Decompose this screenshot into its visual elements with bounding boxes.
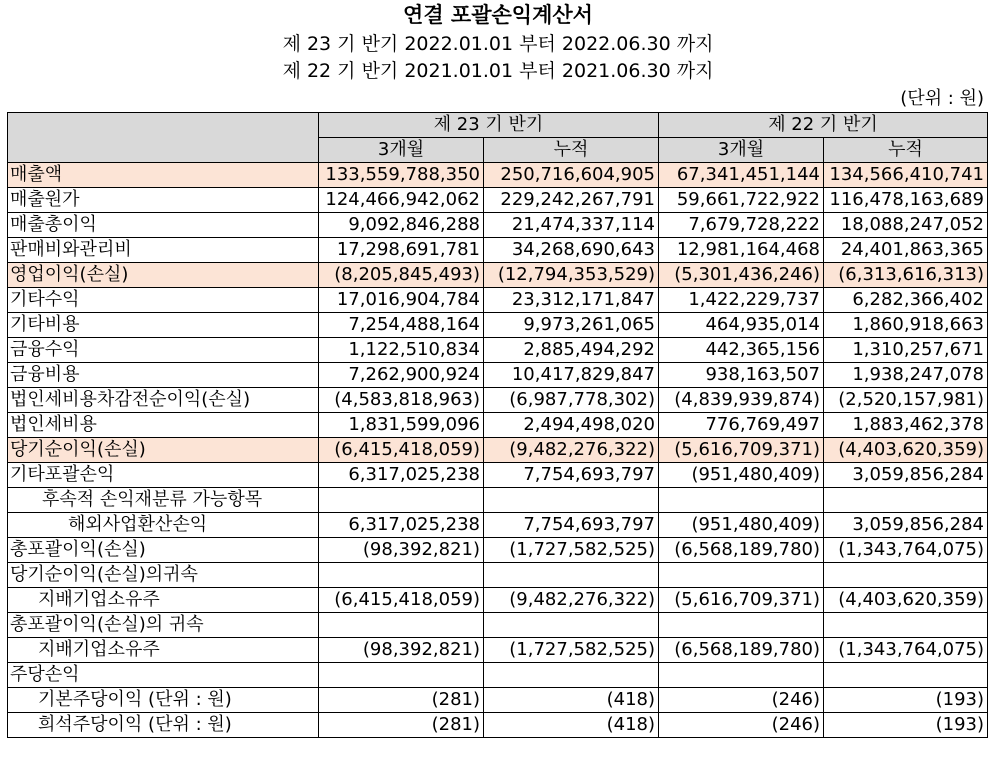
current-period-range: 제 23 기 반기 2022.01.01 부터 2022.06.30 까지	[282, 33, 714, 55]
row-label: 판매비와관리비	[8, 238, 319, 263]
cell-value: (4,583,818,963)	[319, 388, 484, 413]
table-row	[8, 513, 988, 538]
cell-value: (193)	[824, 713, 988, 738]
table-row	[8, 588, 988, 613]
cell-value: 7,754,693,797	[484, 463, 659, 488]
cell-value: 6,317,025,238	[319, 513, 484, 538]
table-row	[8, 713, 988, 738]
cell-value: (1,343,764,075)	[824, 638, 988, 663]
cell-value: (9,482,276,322)	[484, 438, 659, 463]
cell-value: 776,769,497	[659, 413, 824, 438]
header-current-period: 제 23 기 반기	[319, 113, 659, 138]
cell-value: 229,242,267,791	[484, 188, 659, 213]
cell-value: (1,727,582,525)	[484, 638, 659, 663]
cell-value	[659, 563, 824, 588]
cell-value	[319, 488, 484, 513]
cell-value: 1,938,247,078	[824, 363, 988, 388]
table-row	[8, 463, 988, 488]
header-prior-3month: 3개월	[659, 138, 824, 163]
row-label: 당기순이익(손실)의귀속	[8, 563, 319, 588]
cell-value: 1,122,510,834	[319, 338, 484, 363]
cell-value: 24,401,863,365	[824, 238, 988, 263]
cell-value	[824, 488, 988, 513]
row-label: 기타포괄손익	[8, 463, 319, 488]
income-statement-table	[7, 112, 988, 738]
cell-value: (418)	[484, 713, 659, 738]
table-row	[8, 313, 988, 338]
prior-period-range: 제 22 기 반기 2021.01.01 부터 2021.06.30 까지	[282, 60, 714, 82]
cell-value: (6,415,418,059)	[319, 588, 484, 613]
cell-value: 1,831,599,096	[319, 413, 484, 438]
cell-value	[659, 613, 824, 638]
table-row	[8, 188, 988, 213]
cell-value: 3,059,856,284	[824, 463, 988, 488]
row-label: 지배기업소유주	[8, 588, 319, 613]
header-corner	[8, 113, 319, 163]
cell-value: (6,568,189,780)	[659, 638, 824, 663]
row-label: 매출액	[8, 163, 319, 188]
header-row-periods	[8, 113, 988, 138]
row-label: 지배기업소유주	[8, 638, 319, 663]
cell-value: (8,205,845,493)	[319, 263, 484, 288]
cell-value: (6,987,778,302)	[484, 388, 659, 413]
cell-value: 134,566,410,741	[824, 163, 988, 188]
cell-value	[824, 613, 988, 638]
cell-value: (9,482,276,322)	[484, 588, 659, 613]
cell-value	[824, 663, 988, 688]
cell-value: (951,480,409)	[659, 463, 824, 488]
table-row	[8, 538, 988, 563]
cell-value: 7,754,693,797	[484, 513, 659, 538]
cell-value: (98,392,821)	[319, 538, 484, 563]
cell-value: (2,520,157,981)	[824, 388, 988, 413]
table-row	[8, 388, 988, 413]
cell-value: 6,317,025,238	[319, 463, 484, 488]
row-label: 기본주당이익 (단위 : 원)	[8, 688, 319, 713]
cell-value: (4,403,620,359)	[824, 588, 988, 613]
row-label: 금융비용	[8, 363, 319, 388]
table-row	[8, 688, 988, 713]
cell-value	[319, 613, 484, 638]
cell-value: 116,478,163,689	[824, 188, 988, 213]
row-label: 당기순이익(손실)	[8, 438, 319, 463]
cell-value: 17,016,904,784	[319, 288, 484, 313]
row-label: 법인세비용	[8, 413, 319, 438]
cell-value: (12,794,353,529)	[484, 263, 659, 288]
table-row	[8, 288, 988, 313]
cell-value: 124,466,942,062	[319, 188, 484, 213]
row-label: 매출총이익	[8, 213, 319, 238]
row-label: 총포괄이익(손실)	[8, 538, 319, 563]
cell-value: 250,716,604,905	[484, 163, 659, 188]
cell-value	[484, 488, 659, 513]
header-current-cumulative: 누적	[484, 138, 659, 163]
cell-value: 2,885,494,292	[484, 338, 659, 363]
table-row	[8, 663, 988, 688]
cell-value: 23,312,171,847	[484, 288, 659, 313]
header-prior-cumulative: 누적	[824, 138, 988, 163]
row-label: 총포괄이익(손실)의 귀속	[8, 613, 319, 638]
row-label: 기타수익	[8, 288, 319, 313]
cell-value: 34,268,690,643	[484, 238, 659, 263]
cell-value: 133,559,788,350	[319, 163, 484, 188]
row-label: 주당손익	[8, 663, 319, 688]
cell-value: 442,365,156	[659, 338, 824, 363]
table-row	[8, 488, 988, 513]
table-row	[8, 213, 988, 238]
cell-value: (6,568,189,780)	[659, 538, 824, 563]
cell-value: 1,422,229,737	[659, 288, 824, 313]
cell-value: 21,474,337,114	[484, 213, 659, 238]
cell-value: 1,883,462,378	[824, 413, 988, 438]
table-row	[8, 163, 988, 188]
cell-value: 938,163,507	[659, 363, 824, 388]
table-row	[8, 238, 988, 263]
cell-value	[659, 663, 824, 688]
cell-value: (246)	[659, 713, 824, 738]
table-row	[8, 438, 988, 463]
cell-value	[484, 613, 659, 638]
cell-value	[319, 563, 484, 588]
cell-value: 9,092,846,288	[319, 213, 484, 238]
cell-value: 1,860,918,663	[824, 313, 988, 338]
cell-value: 18,088,247,052	[824, 213, 988, 238]
row-label: 기타비용	[8, 313, 319, 338]
cell-value: (6,415,418,059)	[319, 438, 484, 463]
cell-value: 59,661,722,922	[659, 188, 824, 213]
cell-value: 3,059,856,284	[824, 513, 988, 538]
cell-value: 17,298,691,781	[319, 238, 484, 263]
header-prior-period: 제 22 기 반기	[659, 113, 988, 138]
cell-value: 67,341,451,144	[659, 163, 824, 188]
cell-value: 464,935,014	[659, 313, 824, 338]
cell-value: 12,981,164,468	[659, 238, 824, 263]
cell-value	[484, 563, 659, 588]
cell-value: 7,679,728,222	[659, 213, 824, 238]
cell-value: (281)	[319, 713, 484, 738]
cell-value: (193)	[824, 688, 988, 713]
cell-value: (5,616,709,371)	[659, 588, 824, 613]
cell-value: 9,973,261,065	[484, 313, 659, 338]
table-row	[8, 563, 988, 588]
currency-unit: (단위 : 원)	[900, 88, 984, 109]
table-row	[8, 338, 988, 363]
row-label: 희석주당이익 (단위 : 원)	[8, 713, 319, 738]
cell-value: (5,616,709,371)	[659, 438, 824, 463]
cell-value: (418)	[484, 688, 659, 713]
table-row	[8, 413, 988, 438]
header-current-3month: 3개월	[319, 138, 484, 163]
cell-value: 6,282,366,402	[824, 288, 988, 313]
cell-value: (246)	[659, 688, 824, 713]
statement-title: 연결 포괄손익계산서	[403, 3, 593, 27]
row-label: 매출원가	[8, 188, 319, 213]
table-row	[8, 613, 988, 638]
row-label: 해외사업환산손익	[8, 513, 319, 538]
cell-value: 2,494,498,020	[484, 413, 659, 438]
cell-value	[319, 663, 484, 688]
table-row	[8, 363, 988, 388]
row-label: 후속적 손익재분류 가능항목	[8, 488, 319, 513]
cell-value: (4,839,939,874)	[659, 388, 824, 413]
row-label: 법인세비용차감전순이익(손실)	[8, 388, 319, 413]
cell-value: 10,417,829,847	[484, 363, 659, 388]
cell-value	[659, 488, 824, 513]
cell-value: (4,403,620,359)	[824, 438, 988, 463]
cell-value: (281)	[319, 688, 484, 713]
cell-value: (6,313,616,313)	[824, 263, 988, 288]
cell-value	[824, 563, 988, 588]
cell-value: 7,254,488,164	[319, 313, 484, 338]
row-label: 금융수익	[8, 338, 319, 363]
cell-value: (98,392,821)	[319, 638, 484, 663]
cell-value: (1,727,582,525)	[484, 538, 659, 563]
cell-value: (951,480,409)	[659, 513, 824, 538]
cell-value: 1,310,257,671	[824, 338, 988, 363]
cell-value: (5,301,436,246)	[659, 263, 824, 288]
table-row	[8, 638, 988, 663]
row-label: 영업이익(손실)	[8, 263, 319, 288]
table-row	[8, 263, 988, 288]
cell-value	[484, 663, 659, 688]
cell-value: (1,343,764,075)	[824, 538, 988, 563]
cell-value: 7,262,900,924	[319, 363, 484, 388]
